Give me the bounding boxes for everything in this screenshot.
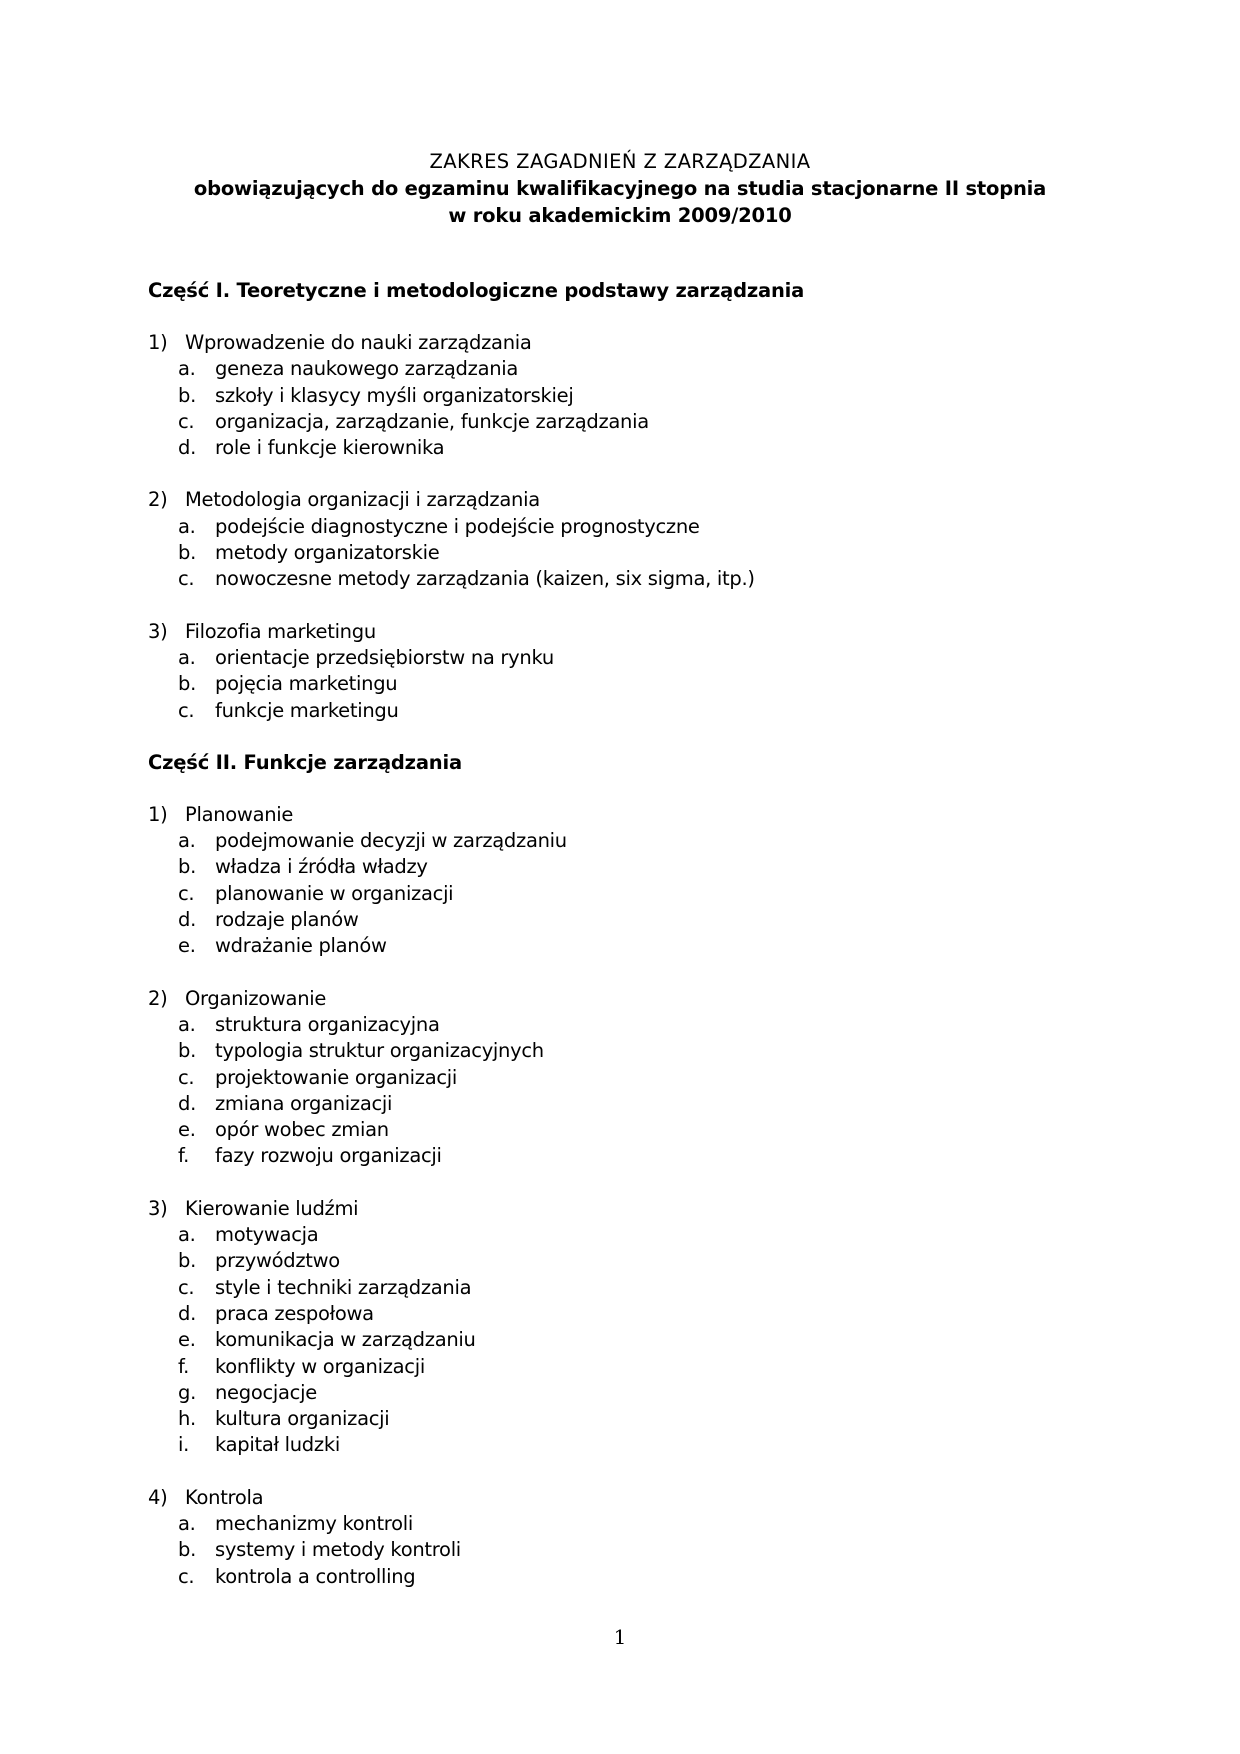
list-item	[148, 881, 1108, 907]
list-item-letter: c.	[178, 409, 195, 433]
list-item-text: funkcje marketingu	[215, 698, 399, 722]
list-item-text: nowoczesne metody zarządzania (kaizen, six sigma, itp.)	[215, 567, 755, 591]
section-title	[148, 1485, 1108, 1511]
list-item-letter: i.	[178, 1433, 190, 1457]
list-item-text: podejmowanie decyzji w zarządzaniu	[215, 829, 567, 853]
list-item-text: motywacja	[215, 1223, 319, 1247]
list-item	[148, 1012, 1108, 1038]
section-number: 2)	[148, 986, 168, 1010]
list-item-text: pojęcia marketingu	[215, 672, 398, 696]
document-title	[0, 148, 1240, 229]
outline-section	[148, 1485, 1108, 1590]
list-item	[148, 671, 1108, 697]
list-item-letter: e.	[178, 934, 196, 958]
list-item-letter: d.	[178, 908, 196, 932]
list-item-text: systemy i metody kontroli	[215, 1538, 461, 1562]
list-item-letter: b.	[178, 1538, 196, 1562]
list-item-letter: c.	[178, 1065, 195, 1089]
list-item-letter: b.	[178, 1039, 196, 1063]
list-item-letter: a.	[178, 357, 196, 381]
section-title	[148, 487, 1108, 513]
list-item-letter: g.	[178, 1380, 196, 1404]
list-item-letter: a.	[178, 1511, 196, 1535]
list-item-letter: a.	[178, 1012, 196, 1036]
list-item	[148, 1380, 1108, 1406]
list-item	[148, 383, 1108, 409]
list-item	[148, 1065, 1108, 1091]
outline-section	[148, 487, 1108, 592]
list-item	[148, 1248, 1108, 1274]
part-heading: Część I. Teoretyczne i metodologiczne podstawy zarządzania	[148, 279, 805, 302]
list-item	[148, 1537, 1108, 1563]
section-title-text: Planowanie	[185, 802, 294, 826]
list-item	[148, 854, 1108, 880]
list-item-letter: c.	[178, 1275, 195, 1299]
list-item	[148, 933, 1108, 959]
section-title-text: Kontrola	[185, 1485, 264, 1509]
list-item-letter: f.	[178, 1144, 190, 1168]
list-item-text: rodzaje planów	[215, 908, 359, 932]
list-item-text: podejście diagnostyczne i podejście prognostyczne	[215, 514, 700, 538]
list-item-letter: d.	[178, 436, 196, 460]
section-title	[148, 619, 1108, 645]
outline-section	[148, 619, 1108, 724]
outline-section	[148, 330, 1108, 461]
list-item	[148, 1222, 1108, 1248]
section-title-text: Metodologia organizacji i zarządzania	[185, 488, 540, 512]
list-item-letter: a.	[178, 514, 196, 538]
list-item-letter: h.	[178, 1407, 196, 1431]
list-item-text: praca zespołowa	[215, 1301, 374, 1325]
list-item	[148, 1511, 1108, 1537]
section-title-text: Kierowanie ludźmi	[185, 1196, 359, 1220]
list-item	[148, 1091, 1108, 1117]
section-title	[148, 986, 1108, 1012]
list-item-text: planowanie w organizacji	[215, 881, 454, 905]
list-item-text: orientacje przedsiębiorstw na rynku	[215, 645, 554, 669]
section-number: 2)	[148, 488, 168, 512]
subtitle-line: obowiązujących do egzaminu kwalifikacyjnego na studia stacjonarne II stopnia	[193, 177, 1047, 200]
list-item-letter: c.	[178, 698, 195, 722]
list-item-text: projektowanie organizacji	[215, 1065, 458, 1089]
list-item	[148, 409, 1108, 435]
outline-section	[148, 986, 1108, 1170]
list-item-text: metody organizatorskie	[215, 541, 440, 565]
list-item-text: typologia struktur organizacyjnych	[215, 1039, 544, 1063]
list-item-letter: a.	[178, 1223, 196, 1247]
list-item	[148, 645, 1108, 671]
list-item	[148, 1564, 1108, 1590]
section-title-text: Filozofia marketingu	[185, 619, 376, 643]
section-title-text: Wprowadzenie do nauki zarządzania	[185, 331, 532, 354]
list-item-text: opór wobec zmian	[215, 1118, 389, 1142]
list-item-letter: b.	[178, 541, 196, 565]
list-item-text: komunikacja w zarządzaniu	[215, 1328, 476, 1352]
list-item	[148, 514, 1108, 540]
list-item	[148, 1038, 1108, 1064]
list-item-letter: c.	[178, 881, 195, 905]
list-item-text: wdrażanie planów	[215, 934, 387, 958]
document-content	[148, 278, 1108, 1616]
section-title	[148, 1196, 1108, 1222]
list-item	[148, 540, 1108, 566]
list-item-text: negocjacje	[215, 1380, 317, 1404]
list-item	[148, 828, 1108, 854]
list-item	[148, 1275, 1108, 1301]
list-item-letter: b.	[178, 855, 196, 879]
section-number: 1)	[148, 331, 168, 354]
list-item-text: zmiana organizacji	[215, 1091, 393, 1115]
academic-year-line: w roku akademickim 2009/2010	[448, 204, 792, 227]
list-item-text: mechanizmy kontroli	[215, 1511, 413, 1535]
list-item	[148, 435, 1108, 461]
list-item-text: role i funkcje kierownika	[215, 436, 445, 460]
list-item-text: władza i źródła władzy	[215, 855, 428, 879]
section-number: 4)	[148, 1485, 168, 1509]
list-item-text: style i techniki zarządzania	[215, 1275, 472, 1299]
list-item-text: geneza naukowego zarządzania	[215, 357, 519, 381]
list-item	[148, 1354, 1108, 1380]
list-item	[148, 1406, 1108, 1432]
list-item-letter: a.	[178, 645, 196, 669]
list-item	[148, 1143, 1108, 1169]
list-item-letter: a.	[178, 829, 196, 853]
list-item-text: kontrola a controlling	[215, 1564, 416, 1588]
page-number: 1	[613, 1625, 627, 1649]
list-item-letter: b.	[178, 383, 196, 407]
list-item	[148, 698, 1108, 724]
list-item-text: organizacja, zarządzanie, funkcje zarządzania	[215, 409, 649, 433]
list-item	[148, 907, 1108, 933]
list-item-text: fazy rozwoju organizacji	[215, 1144, 442, 1168]
list-item-letter: b.	[178, 1249, 196, 1273]
list-item-text: przywództwo	[215, 1249, 340, 1273]
list-item-text: konflikty w organizacji	[215, 1354, 425, 1378]
outline-section	[148, 1196, 1108, 1459]
list-item	[148, 356, 1108, 382]
list-item	[148, 1432, 1108, 1458]
list-item-text: kapitał ludzki	[215, 1433, 340, 1457]
section-number: 3)	[148, 619, 168, 643]
section-number: 1)	[148, 802, 168, 826]
list-item-letter: c.	[178, 1564, 195, 1588]
section-title	[148, 802, 1108, 828]
list-item-text: struktura organizacyjna	[215, 1012, 440, 1036]
list-item-letter: b.	[178, 672, 196, 696]
list-item-letter: e.	[178, 1328, 196, 1352]
outline-section	[148, 802, 1108, 960]
list-item	[148, 1327, 1108, 1353]
title-line: ZAKRES ZAGADNIEŃ Z ZARZĄDZANIA	[429, 150, 811, 173]
part-heading: Część II. Funkcje zarządzania	[148, 750, 462, 774]
section-title	[148, 330, 1108, 356]
list-item-letter: d.	[178, 1301, 196, 1325]
list-item-letter: c.	[178, 567, 195, 591]
list-item	[148, 1301, 1108, 1327]
list-item-letter: e.	[178, 1118, 196, 1142]
list-item-text: kultura organizacji	[215, 1407, 390, 1431]
section-number: 3)	[148, 1196, 168, 1220]
list-item-text: szkoły i klasycy myśli organizatorskiej	[215, 383, 574, 407]
section-title-text: Organizowanie	[185, 986, 327, 1010]
list-item-letter: d.	[178, 1091, 196, 1115]
list-item-letter: f.	[178, 1354, 190, 1378]
list-item	[148, 1117, 1108, 1143]
list-item	[148, 566, 1108, 592]
